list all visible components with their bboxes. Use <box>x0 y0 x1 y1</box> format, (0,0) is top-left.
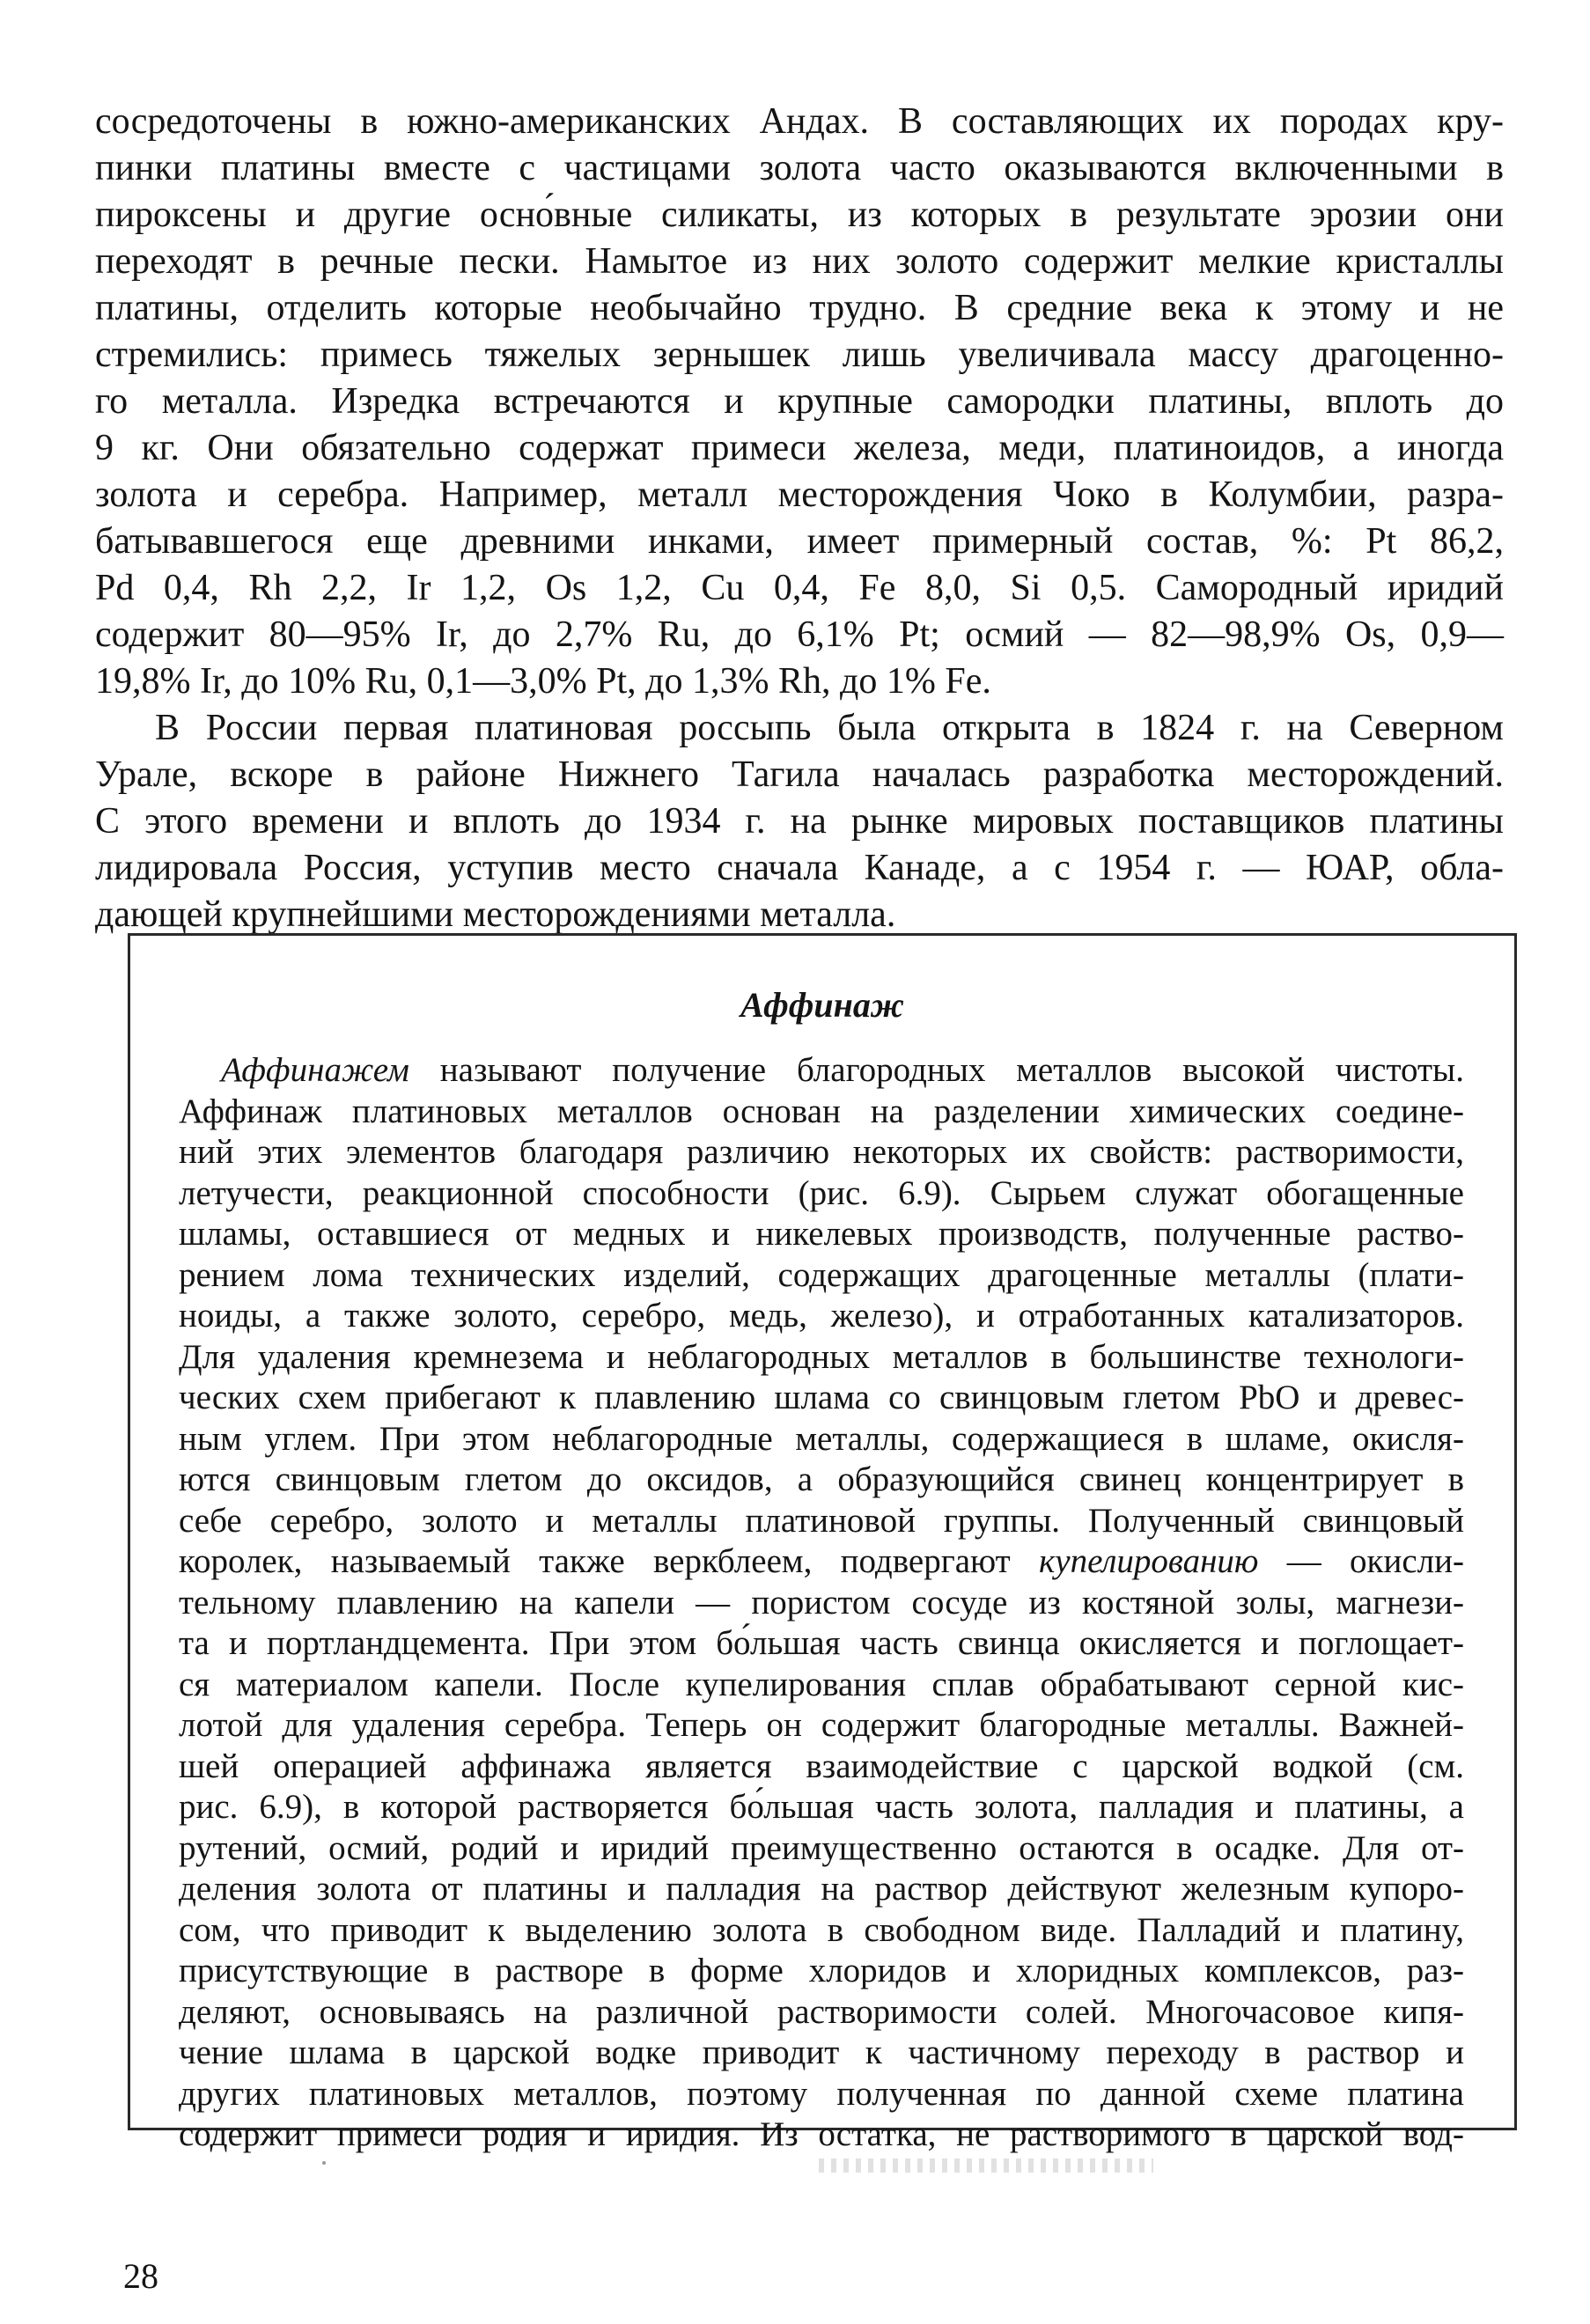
box-text-line: себе серебро, золото и металлы платиновой группы. Полученный свинцовый <box>179 1501 1464 1540</box>
box-text-line: других платиновых металлов, поэтому полученная по данной схеме платина <box>179 2074 1464 2113</box>
text-line: сосредоточены в южно-американских Андах. В составляющих их породах кру- <box>95 101 1504 142</box>
box-text-line: ческих схем прибегают к плавлению шлама со свинцовым глетом PbO и древес- <box>179 1379 1464 1416</box>
box-text-line: чение шлама в царской водке приводит к частичному переходу в раствор и <box>179 2034 1464 2071</box>
box-text-line: рис. 6.9), в которой растворяется бо́льшая часть золота, палладия и платины, а <box>179 1788 1464 1826</box>
text-line: дающей крупнейшими месторождениями металла. <box>95 894 896 935</box>
box-text-line: ноиды, а также золото, серебро, медь, железо), и отработанных катализаторов. <box>179 1297 1464 1335</box>
box-text-line: ний этих элементов благодаря различию некоторых их свойств: растворимости, <box>179 1133 1464 1171</box>
box-text-line: Аффинаж платиновых металлов основан на разделении химических соедине- <box>179 1092 1464 1130</box>
box-text-line: Для удаления кремнезема и неблагородных металлов в большинстве технологи- <box>179 1337 1464 1376</box>
text-line: го металла. Изредка встречаются и крупные самородки платины, вплоть до <box>95 381 1504 422</box>
box-text-block <box>179 1050 1464 2156</box>
scan-speck <box>322 2161 326 2165</box>
box-text-line: ным углем. При этом неблагородные металлы, содержащиеся в шламе, окисля- <box>179 1419 1464 1458</box>
text-line: Pd 0,4, Rh 2,2, Ir 1,2, Os 1,2, Cu 0,4, Fe 8,0, Si 0,5. Самородный иридий <box>95 568 1504 608</box>
box-text-line: ются свинцовым глетом до оксидов, а образующийся свинец концентрирует в <box>179 1460 1464 1498</box>
box-text-fragment: называют получение благородных металлов высокой чистоты. <box>409 1051 1464 1089</box>
text-line: пинки платины вместе с частицами золота часто оказываются включенными в <box>95 148 1504 188</box>
main-text-block <box>95 99 1504 938</box>
box-text-line: рением лома технических изделий, содержащих драгоценные металлы (плати- <box>179 1255 1464 1294</box>
box-text-line: шей операцией аффинажа является взаимодействие с царской водкой (см. <box>179 1747 1464 1785</box>
text-line: содержит 80—95% Ir, до 2,7% Ru, до 6,1% Pt; осмий — 82—98,9% Os, 0,9— <box>95 614 1504 655</box>
text-line: 19,8% Ir, до 10% Ru, 0,1—3,0% Pt, до 1,3% Rh, до 1% Fe. <box>95 661 991 702</box>
text-line: В России первая платиновая россыпь была открыта в 1824 г. на Северном <box>155 708 1504 748</box>
text-line: стремились: примесь тяжелых зернышек лишь увеличивала массу драгоценно- <box>95 335 1504 375</box>
box-text-line: деления золота от платины и палладия на раствор действуют железным купоро- <box>179 1870 1464 1908</box>
text-line: 9 кг. Они обязательно содержат примеси железа, меди, платиноидов, а иногда <box>95 428 1504 468</box>
affinage-sidebar-box <box>128 933 1517 2153</box>
box-text-line: сом, что приводит к выделению золота в свободном виде. Палладий и платину, <box>179 1910 1464 1949</box>
box-text-line: ся материалом капели. После купелирования сплав обрабатывают серной кис- <box>179 1665 1464 1703</box>
box-text-line: лотой для удаления серебра. Теперь он содержит благородные металлы. Важней- <box>179 1706 1464 1744</box>
box-text-line: рутений, осмий, родий и иридий преимущественно остаются в осадке. Для от- <box>179 1828 1464 1867</box>
text-line: Урале, вскоре в районе Нижнего Тагила началась разработка месторождений. <box>95 754 1504 795</box>
page-number: 28 <box>123 2256 158 2296</box>
text-line: батывавшегося еще древними инками, имеет примерный состав, %: Pt 86,2, <box>95 521 1504 562</box>
box-text-line <box>179 1050 1464 1092</box>
text-line: лидировала Россия, уступив место сначала Канаде, а с 1954 г. — ЮАР, обла- <box>95 848 1504 888</box>
box-text-line: та и портландцемента. При этом бо́льшая часть свинца окисляется и поглощает- <box>179 1624 1464 1662</box>
box-text-line <box>179 1541 1464 1583</box>
box-text-line: шламы, оставшиеся от медных и никелевых производств, полученные раство- <box>179 1215 1464 1253</box>
text-line: золота и серебра. Например, металл месторождения Чоко в Колумбии, разра- <box>95 474 1504 515</box>
text-line: платины, отделить которые необычайно трудно. В средние века к этому и не <box>95 288 1504 328</box>
box-text-line: летучести, реакционной способности (рис. 6.9). Сырьем служат обогащенные <box>179 1173 1464 1212</box>
box-text-fragment: — окисли- <box>1258 1542 1465 1580</box>
box-text-line: тельному плавлению на капели — пористом сосуде из костяной золы, магнези- <box>179 1583 1464 1622</box>
text-line: С этого времени и вплоть до 1934 г. на рынке мировых поставщиков платины <box>95 801 1504 842</box>
box-title: Аффинаж <box>740 985 904 1025</box>
term-affinage: Аффинажем <box>221 1051 409 1089</box>
scan-bleedthrough <box>819 2159 1153 2173</box>
box-text-fragment: королек, называемый также веркблеем, подвергают <box>179 1542 1040 1580</box>
term-cupellation: купелированию <box>1039 1542 1259 1580</box>
box-text-line: присутствующие в растворе в форме хлоридов и хлоридных комплексов, раз- <box>179 1952 1464 1989</box>
text-line: пироксены и другие осно́вные силикаты, из которых в результате эрозии они <box>95 195 1504 235</box>
box-text-line: деляют, основываясь на различной растворимости солей. Многочасовое кипя- <box>179 1992 1464 2031</box>
text-line: переходят в речные пески. Намытое из них золото содержит мелкие кристаллы <box>95 241 1504 282</box>
box-text-line: содержит примеси родия и иридия. Из остатка, не растворимого в царской вод- <box>179 2115 1464 2153</box>
